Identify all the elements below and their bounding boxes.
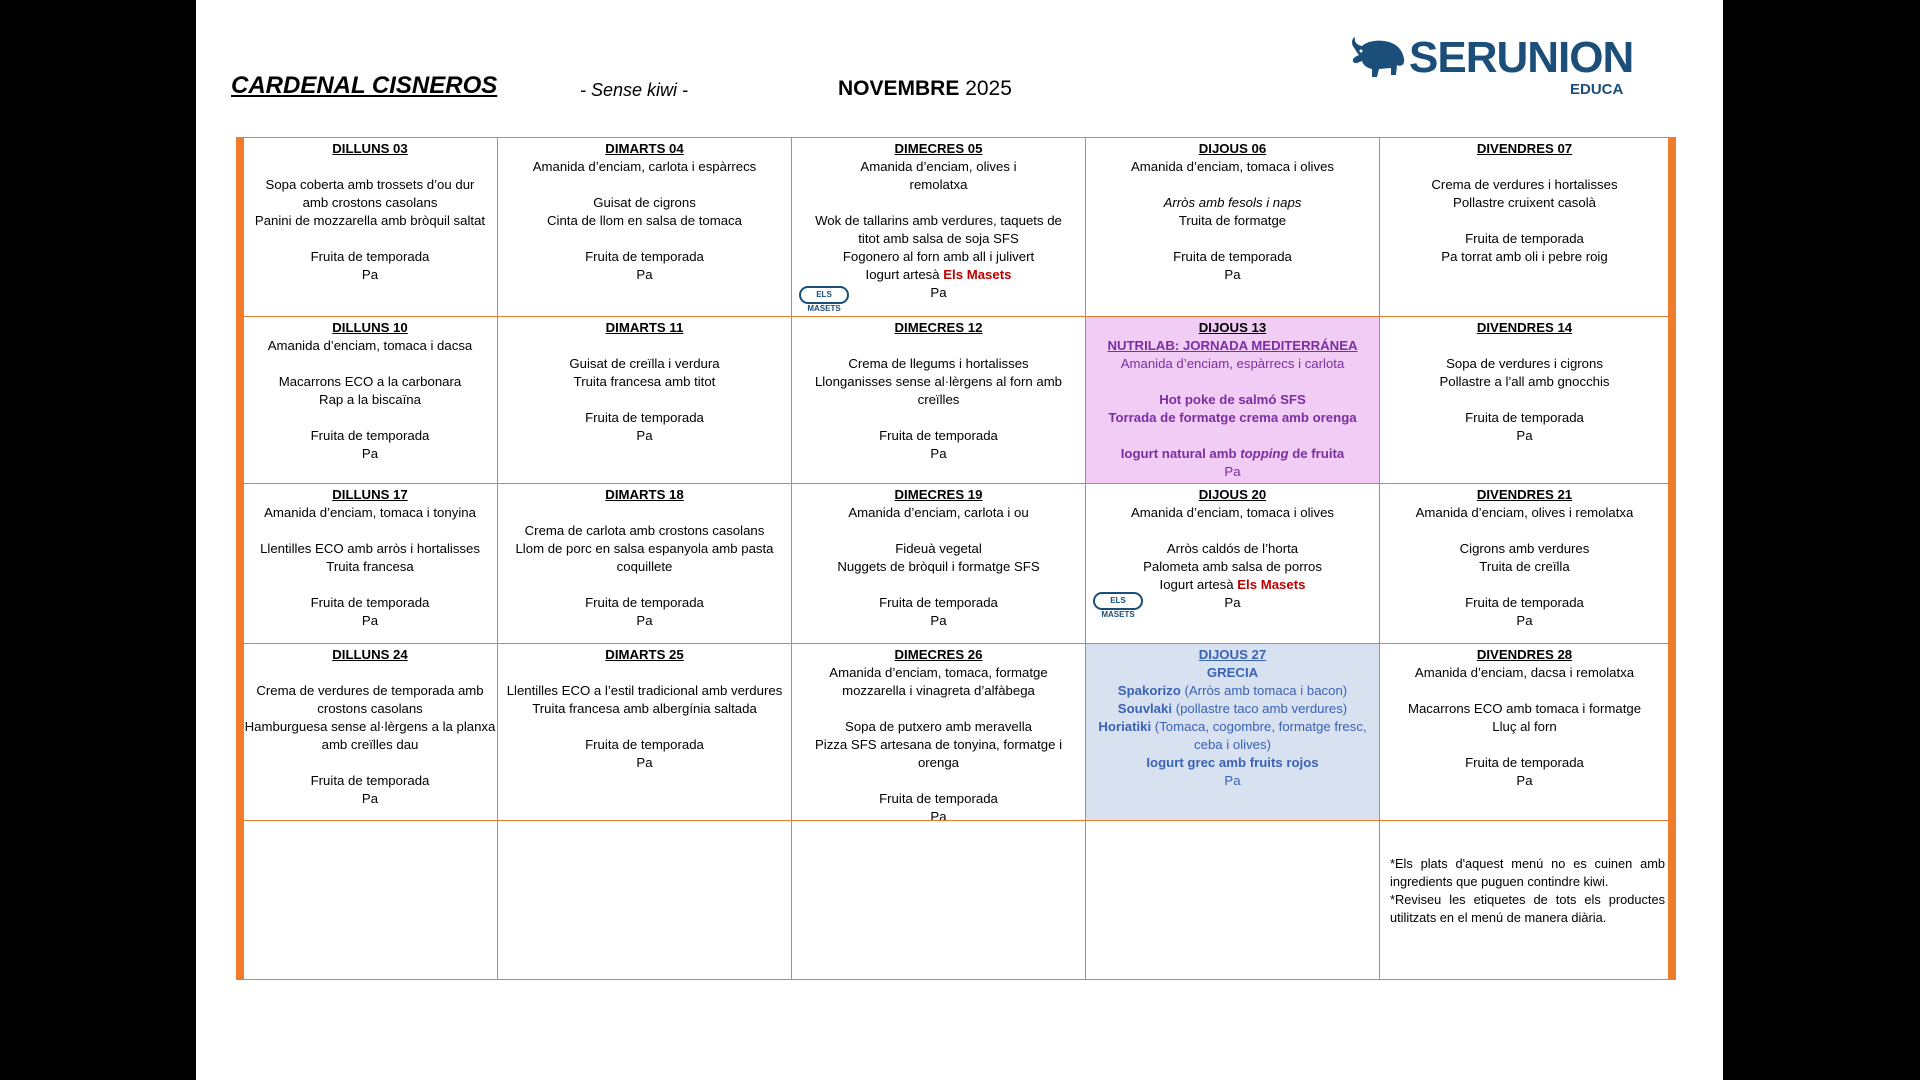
menu-spacer	[1380, 212, 1669, 230]
menu-spacer	[498, 391, 791, 409]
day-header: DIMARTS 04	[605, 141, 684, 156]
day-menu	[1380, 337, 1669, 445]
menu-spacer	[1086, 230, 1379, 248]
dish-desc: (Tomaca, cogombre, formatge fresc,	[1151, 719, 1367, 734]
menu-line: Pa	[636, 267, 653, 282]
day-menu	[1380, 664, 1669, 790]
menu-line: Amanida d’enciam, tomaca i olives	[1130, 505, 1335, 520]
menu-line: Fruita de temporada	[879, 428, 998, 443]
menu-spacer	[1086, 522, 1379, 540]
theme-title: NUTRILAB: JORNADA MEDITERRÁNEA	[1107, 338, 1358, 353]
day-menu	[792, 504, 1085, 630]
day-cell-21	[1379, 483, 1670, 644]
menu-line: Llonganisses sense al·lèrgens al forn amb	[814, 374, 1063, 389]
empty-cell	[497, 820, 792, 980]
menu-line: Fruita de temporada	[1465, 595, 1584, 610]
menu-line: Fruita de temporada	[310, 249, 430, 264]
menu-line: Fruita de temporada	[310, 595, 430, 610]
day-cell-10	[242, 316, 498, 484]
menu-line: Fruita de temporada	[879, 791, 998, 806]
note-kiwi: *Els plats d'aquest menú no es cuinen amb ingredients que puguen contindre kiwi.	[1390, 856, 1665, 889]
menu-line: Fruita de temporada	[585, 595, 704, 610]
yogurt-brand: Els Masets	[1237, 577, 1306, 592]
menu-line: Fruita de temporada	[1465, 410, 1584, 425]
dish-desc: (Arròs amb tomaca i bacon)	[1180, 683, 1348, 698]
day-cell-26	[791, 643, 1086, 824]
yogurt-line	[1086, 445, 1379, 463]
day-header: DILLUNS 10	[332, 320, 408, 335]
day-header: DIMECRES 26	[894, 647, 983, 662]
day-cell-12	[791, 316, 1086, 484]
menu-line: Llentilles ECO amb arròs i hortalisses	[260, 541, 480, 556]
menu-line: Truita de creïlla	[1479, 559, 1570, 574]
yogurt-prefix: Iogurt artesà	[1159, 577, 1238, 592]
allergen-note	[1390, 855, 1665, 927]
menu-line: Lluç al forn	[1492, 719, 1557, 734]
menu-spacer	[498, 176, 791, 194]
menu-line: Pa torrat amb oli i pebre roig	[1441, 249, 1608, 264]
dish-line	[1086, 718, 1379, 736]
day-cell-25	[497, 643, 792, 821]
brand-sub: EDUCA	[1570, 81, 1624, 98]
serunion-logo	[1349, 34, 1634, 102]
menu-spacer	[243, 230, 497, 248]
menu-spacer	[792, 772, 1085, 790]
menu-line: Amanida d’enciam, dacsa i remolatxa	[1414, 665, 1635, 680]
menu-spacer	[792, 409, 1085, 427]
day-cell-27-grecia	[1085, 643, 1380, 821]
day-menu	[498, 504, 791, 630]
menu-line: Pizza SFS artesana de tonyina, formatge i	[814, 737, 1063, 752]
menu-line: Arròs amb fesols i naps	[1163, 195, 1302, 210]
school-title: CARDENAL CISNEROS	[231, 72, 498, 99]
day-header: DILLUNS 03	[332, 141, 408, 156]
menu-spacer	[1086, 176, 1379, 194]
day-header: DIVENDRES 28	[1476, 647, 1573, 662]
menu-line: Crema de verdures i hortalisses	[1431, 177, 1618, 192]
menu-line: Pa	[930, 446, 947, 461]
empty-cell	[242, 820, 498, 980]
menu-spacer	[1086, 427, 1379, 445]
day-cell-24	[242, 643, 498, 821]
dessert-line: Iogurt grec amb fruits rojos	[1146, 755, 1319, 770]
menu-line: Fruita de temporada	[585, 249, 704, 264]
els-masets-badge: ELS MASETS	[1093, 592, 1143, 610]
menu-line: Fogonero al forn amb all i julivert	[842, 249, 1035, 264]
menu-line: Fruita de temporada	[585, 737, 704, 752]
menu-line: coquillete	[616, 559, 673, 574]
menu-line: Macarrons ECO amb tomaca i formatge	[1407, 701, 1642, 716]
menu-line: Fruita de temporada	[310, 773, 430, 788]
day-cell-11	[497, 316, 792, 484]
menu-line: Pollastre cruixent casolà	[1453, 195, 1596, 210]
menu-line: Crema de llegums i hortalisses	[848, 356, 1029, 371]
menu-line: Truita de formatge	[1178, 213, 1287, 228]
menu-spacer	[1380, 391, 1669, 409]
menu-spacer	[243, 158, 497, 176]
menu-spacer	[1380, 522, 1669, 540]
dish-name: Spakorizo	[1117, 683, 1181, 698]
menu-line: Fideuà vegetal	[895, 541, 982, 556]
day-header: DIMARTS 11	[605, 320, 684, 335]
menu-variant: - Sense kiwi -	[580, 80, 689, 100]
menu-spacer	[792, 337, 1085, 355]
day-header: DIMECRES 05	[894, 141, 983, 156]
menu-spacer	[243, 664, 497, 682]
menu-spacer	[498, 230, 791, 248]
day-menu	[498, 158, 791, 284]
menu-line: Amanida d’enciam, espàrrecs i carlota	[1120, 356, 1345, 371]
day-header: DIMARTS 25	[605, 647, 684, 662]
menu-line: Amanida d’enciam, tomaca i tonyina	[264, 505, 476, 520]
day-menu	[498, 664, 791, 772]
menu-spacer	[792, 576, 1085, 594]
day-header: DILLUNS 24	[332, 647, 408, 662]
empty-cell	[791, 820, 1086, 980]
menu-line: Cinta de llom en salsa de tomaca	[547, 213, 742, 228]
menu-line: Torrada de formatge crema amb orenga	[1108, 410, 1357, 425]
day-cell-18	[497, 483, 792, 644]
day-cell-05	[791, 137, 1086, 317]
menu-line: crostons casolans	[317, 701, 423, 716]
menu-line: Pa	[1224, 267, 1241, 282]
menu-line: Pa	[1516, 773, 1533, 788]
day-cell-06	[1085, 137, 1380, 317]
dish-line: ceba i olives)	[1194, 737, 1271, 752]
day-header: DIJOUS 13	[1198, 320, 1267, 335]
day-cell-19	[791, 483, 1086, 644]
menu-line: Hot poke de salmó SFS	[1159, 392, 1306, 407]
menu-spacer	[792, 700, 1085, 718]
menu-line: Truita francesa amb albergínia saltada	[532, 701, 757, 716]
menu-line: Pa	[930, 809, 947, 824]
menu-line: Guisat de cigrons	[593, 195, 696, 210]
menu-spacer	[1380, 576, 1669, 594]
menu-line: orenga	[917, 755, 960, 770]
els-masets-badge: ELS MASETS	[799, 286, 849, 304]
day-cell-03	[242, 137, 498, 317]
menu-line: Fruita de temporada	[585, 410, 704, 425]
day-menu	[498, 337, 791, 445]
yogurt-a: Iogurt natural amb	[1120, 446, 1241, 461]
bread-line: Pa	[1224, 773, 1241, 788]
menu-spacer	[792, 194, 1085, 212]
bread-line: Pa	[1224, 595, 1241, 610]
menu-line: Amanida d’enciam, tomaca i olives	[1130, 159, 1335, 174]
menu-line: Pa	[636, 428, 653, 443]
menu-line: Pollastre a l’all amb gnocchis	[1439, 374, 1610, 389]
menu-spacer	[243, 576, 497, 594]
menu-line: Pa	[636, 613, 653, 628]
menu-line: Nuggets de bròquil i formatge SFS	[837, 559, 1040, 574]
menu-line: Rap a la biscaïna	[319, 392, 421, 407]
menu-line: amb crostons casolans	[302, 195, 438, 210]
menu-spacer	[1380, 736, 1669, 754]
day-header: DIVENDRES 07	[1476, 141, 1573, 156]
menu-line: amb creïlles dau	[321, 737, 419, 752]
menu-line: Sopa coberta amb trossets d’ou dur	[265, 177, 475, 192]
menu-spacer	[1380, 682, 1669, 700]
day-header: DIMECRES 12	[894, 320, 983, 335]
menu-line: Amanida d’enciam, olives i remolatxa	[1415, 505, 1634, 520]
yogurt-prefix: Iogurt artesà	[865, 267, 944, 282]
menu-line: Pa	[1516, 613, 1533, 628]
menu-line: Fruita de temporada	[1465, 755, 1584, 770]
day-cell-28	[1379, 643, 1670, 821]
menu-line: Pa	[361, 613, 379, 628]
menu-line: Fruita de temporada	[310, 428, 430, 443]
menu-line: Pa	[361, 446, 379, 461]
brand-name: SERUNION	[1409, 33, 1634, 82]
day-menu	[792, 337, 1085, 463]
day-menu	[1380, 504, 1669, 630]
menu-line: Fruita de temporada	[879, 595, 998, 610]
menu-line: Palometa amb salsa de porros	[1143, 559, 1322, 574]
menu-line: Pa	[930, 613, 947, 628]
menu-spacer	[498, 576, 791, 594]
day-menu	[1380, 158, 1669, 266]
menu-line: creïlles	[917, 392, 960, 407]
note-labels: *Reviseu les etiquetes de tots els productes utilitzats en el menú de manera diària.	[1390, 892, 1665, 925]
menu-spacer	[243, 754, 497, 772]
year: 2025	[965, 77, 1012, 100]
day-header: DILLUNS 17	[332, 487, 408, 502]
menu-line: Truita francesa amb titot	[573, 374, 716, 389]
menu-line: Fruita de temporada	[1173, 249, 1292, 264]
menu-line: Pa	[636, 755, 653, 770]
day-cell-14	[1379, 316, 1670, 484]
day-cell-13-nutrilab	[1085, 316, 1380, 484]
month-heading	[838, 77, 1012, 101]
menu-line: Amanida d’enciam, tomaca, formatge	[829, 665, 1048, 680]
menu-line: remolatxa	[909, 177, 968, 192]
day-header: DIMECRES 19	[894, 487, 983, 502]
menu-line: Arròs caldós de l’horta	[1166, 541, 1299, 556]
day-header: DIVENDRES 21	[1476, 487, 1573, 502]
bread-line: Pa	[930, 285, 947, 300]
yogurt-line	[792, 266, 1085, 284]
menu-spacer	[243, 355, 497, 373]
menu-line: mozzarella i vinagreta d’alfàbega	[842, 683, 1035, 698]
menu-line: Sopa de verdures i cigrons	[1446, 356, 1603, 371]
empty-cell	[1085, 820, 1380, 980]
menu-spacer	[1380, 158, 1669, 176]
dish-line	[1086, 682, 1379, 700]
day-cell-20	[1085, 483, 1380, 644]
menu-line: Macarrons ECO a la carbonara	[278, 374, 462, 389]
dish-desc: (pollastre taco amb verdures)	[1172, 701, 1348, 716]
menu-line: Crema de verdures de temporada amb	[256, 683, 484, 698]
bread-line: Pa	[1224, 464, 1241, 479]
yogurt-c: de fruita	[1288, 446, 1345, 461]
bull-icon	[1349, 35, 1407, 81]
menu-spacer	[498, 664, 791, 682]
menu-line: Pa	[1516, 428, 1533, 443]
notes-cell	[1379, 820, 1670, 980]
theme-title: GRECIA	[1206, 665, 1259, 680]
day-menu	[243, 504, 497, 630]
menu-line: Pa	[361, 267, 379, 282]
menu-line: Fruita de temporada	[1465, 231, 1584, 246]
menu-spacer	[498, 337, 791, 355]
menu-line: Sopa de putxero amb meravella	[845, 719, 1032, 734]
day-menu	[1086, 355, 1379, 445]
day-header: DIMARTS 18	[605, 487, 684, 502]
menu-spacer	[243, 522, 497, 540]
menu-calendar	[236, 137, 1676, 980]
menu-line: Guisat de creïlla i verdura	[569, 356, 720, 371]
menu-spacer	[498, 504, 791, 522]
menu-line: Panini de mozzarella amb bròquil saltat	[254, 213, 486, 228]
menu-line: Amanida d’enciam, tomaca i dacsa	[267, 338, 473, 353]
day-cell-04	[497, 137, 792, 317]
dish-line	[1086, 700, 1379, 718]
menu-spacer	[1086, 373, 1379, 391]
menu-line: Wok de tallarins amb verdures, taquets de	[815, 213, 1062, 228]
menu-spacer	[1380, 337, 1669, 355]
menu-spacer	[498, 718, 791, 736]
day-header: DIVENDRES 14	[1476, 320, 1573, 335]
month-name: NOVEMBRE	[838, 77, 960, 100]
day-menu	[792, 664, 1085, 826]
menu-spacer	[792, 522, 1085, 540]
menu-line: Llom de porc en salsa espanyola amb pasta	[515, 541, 774, 556]
menu-line: Hamburguesa sense al·lèrgens a la planxa	[244, 719, 496, 734]
yogurt-b: topping	[1240, 446, 1289, 461]
menu-line: Truita francesa	[326, 559, 414, 574]
menu-line: Crema de carlota amb crostons casolans	[524, 523, 765, 538]
day-menu	[243, 337, 497, 463]
menu-line: Llentilles ECO a l’estil tradicional amb verdures	[506, 683, 783, 698]
menu-page	[196, 0, 1723, 1080]
menu-line: Cigrons amb verdures	[1459, 541, 1590, 556]
menu-line: Amanida d’enciam, carlota i ou	[848, 505, 1029, 520]
day-menu	[1086, 158, 1379, 284]
day-cell-17	[242, 483, 498, 644]
yogurt-brand: Els Masets	[943, 267, 1012, 282]
menu-line: Pa	[361, 791, 379, 806]
menu-line: titot amb salsa de soja SFS	[858, 231, 1019, 246]
day-header: DIJOUS 06	[1198, 141, 1267, 156]
day-menu	[243, 158, 497, 284]
day-header: DIJOUS 20	[1198, 487, 1267, 502]
menu-line: Amanida d’enciam, olives i	[860, 159, 1017, 174]
day-cell-07	[1379, 137, 1670, 317]
day-header: DIJOUS 27	[1198, 647, 1267, 662]
dish-name: Souvlaki	[1117, 701, 1173, 716]
dish-name: Horiatiki	[1098, 719, 1152, 734]
day-menu	[243, 664, 497, 808]
menu-line: Amanida d’enciam, carlota i espàrrecs	[532, 159, 757, 174]
menu-spacer	[243, 409, 497, 427]
